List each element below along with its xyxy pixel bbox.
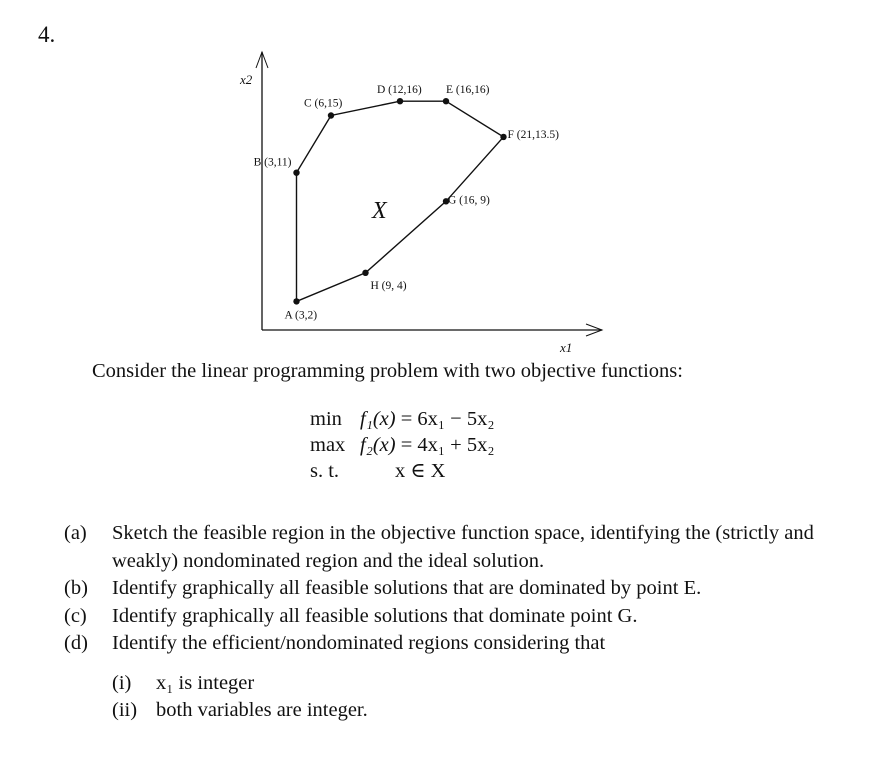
region-label: X — [372, 198, 387, 224]
part-text: Sketch the feasible region in the objective function space, identifying the (strictly and weakly) nondominated region and the ideal solution. — [112, 522, 814, 572]
subpart-i — [112, 670, 368, 697]
part-a — [64, 520, 822, 575]
op-max: max — [310, 434, 346, 456]
vertex-label-d: D (12,16) — [377, 84, 422, 97]
subpart-text: x₁ is integer — [156, 672, 255, 694]
vertex-label-g: G (16, 9) — [448, 194, 490, 207]
vertex-label-a: A (3,2) — [284, 309, 318, 322]
op-st: s. t. — [310, 460, 340, 482]
subpart-label: (i) — [112, 672, 132, 694]
part-label: (c) — [64, 604, 87, 627]
vertex-c — [328, 112, 334, 118]
problem-number: 4. — [38, 22, 56, 47]
part-label: (b) — [64, 577, 88, 599]
subpart-ii — [112, 697, 368, 724]
part-c — [64, 603, 822, 631]
part-label: (a) — [64, 522, 87, 544]
part-label: (d) — [64, 632, 88, 654]
objective-row-1 — [310, 406, 495, 432]
objective-f1-rhs: = 6x₁ − 5x₂ — [400, 408, 495, 430]
part-text: Identify graphically all feasible solutions that dominate point G. — [112, 604, 638, 627]
question-parts — [64, 520, 822, 658]
subparts — [112, 670, 368, 724]
vertex-a — [293, 298, 299, 304]
vertex-h — [362, 270, 368, 276]
vertex-label-h: H (9, 4) — [370, 279, 407, 292]
vertex-label-b: B (3,11) — [253, 156, 292, 169]
vertex-b — [293, 170, 299, 176]
part-b — [64, 575, 822, 603]
y-axis-label: x2 — [240, 72, 253, 87]
feasible-region-figure — [0, 0, 880, 370]
vertex-label-e: E (16,16) — [446, 84, 490, 97]
formulation — [310, 406, 495, 484]
x-axis-label: x1 — [560, 340, 573, 355]
objective-row-2 — [310, 432, 495, 458]
objective-f1: f₁(x) — [360, 408, 396, 430]
vertex-e — [443, 98, 449, 104]
op-min: min — [310, 408, 342, 430]
vertex-label-f: F (21,13.5) — [507, 128, 559, 141]
part-text: Identify the efficient/nondominated regions considering that — [112, 632, 606, 654]
vertex-group — [254, 84, 560, 321]
vertex-f — [500, 134, 506, 140]
constraint-row — [310, 458, 495, 484]
subpart-label: (ii) — [112, 699, 138, 721]
part-text: Identify graphically all feasible solutions that are dominated by point E. — [112, 577, 702, 599]
vertex-label-c: C (6,15) — [304, 97, 343, 110]
constraint: x ∈ X — [395, 460, 446, 482]
vertex-d — [397, 98, 403, 104]
objective-f2-rhs: = 4x₁ + 5x₂ — [400, 434, 495, 456]
part-d — [64, 630, 822, 658]
objective-f2: f₂(x) — [360, 434, 396, 456]
intro-text: Consider the linear programming problem with two objective functions: — [92, 360, 683, 382]
subpart-text: both variables are integer. — [156, 699, 368, 721]
